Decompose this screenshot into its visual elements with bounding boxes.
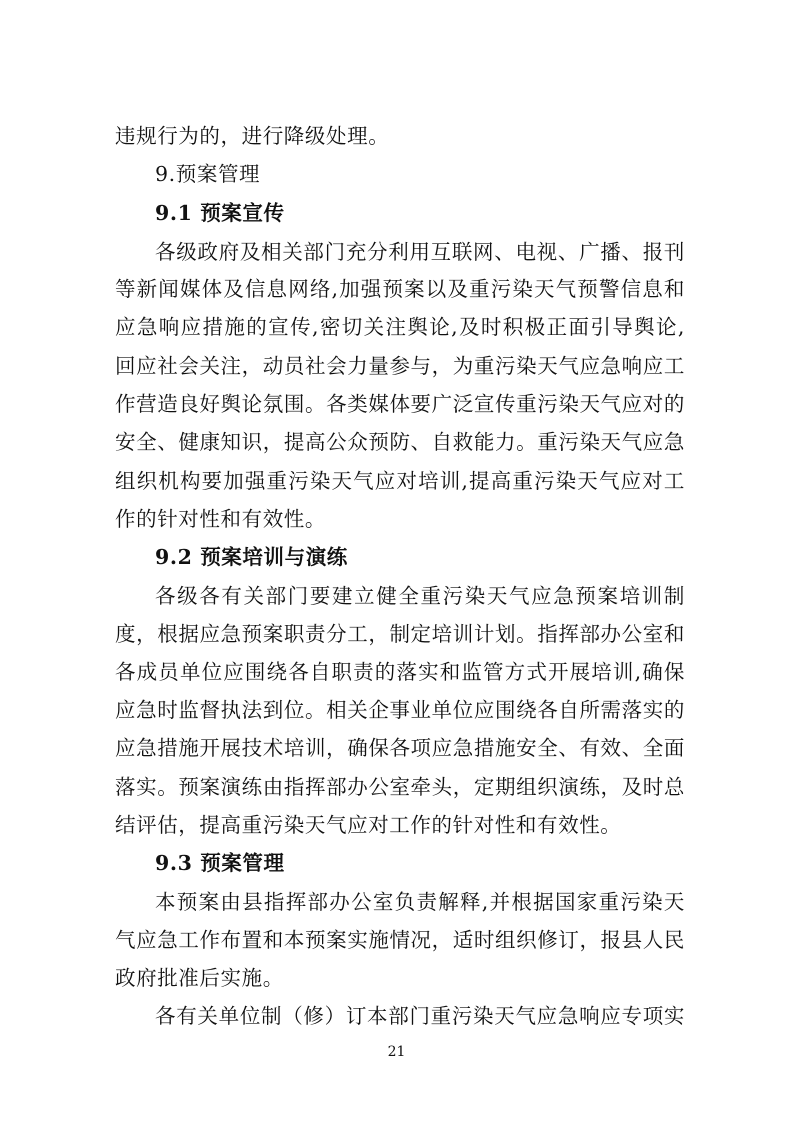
paragraph-line: 安全、健康知识，提高公众预防、自救能力。重污染天气应急: [115, 430, 685, 454]
paragraph-line: 度，根据应急预案职责分工，制定培训计划。指挥部办公室和: [115, 622, 685, 646]
paragraph-line: 政府批准后实施。: [115, 966, 284, 990]
paragraph-line: 回应社会关注，动员社会力量参与，为重污染天气应急响应工: [115, 354, 685, 378]
paragraph-line: 违规行为的，进行降级处理。: [115, 124, 390, 148]
section-heading: 9.预案管理: [155, 162, 261, 186]
paragraph-line: 应急响应措施的宣传,密切关注舆论,及时积极正面引导舆论,: [115, 315, 685, 339]
paragraph-line: 组织机构要加强重污染天气应对培训,提高重污染天气应对工: [115, 469, 685, 493]
page-number: 21: [387, 1044, 406, 1060]
subsection-heading: 9.3 预案管理: [155, 851, 285, 875]
subsection-heading: 9.1 预案宣传: [155, 201, 285, 225]
paragraph-line: 结评估，提高重污染天气应对工作的针对性和有效性。: [115, 813, 622, 837]
paragraph-line: 各级政府及相关部门充分利用互联网、电视、广播、报刊: [155, 240, 685, 264]
paragraph-line: 应急时监督执法到位。相关企事业单位应围绕各自所需落实的: [115, 698, 685, 722]
paragraph-line: 等新闻媒体及信息网络,加强预案以及重污染天气预警信息和: [115, 277, 685, 301]
paragraph-line: 应急措施开展技术培训，确保各项应急措施安全、有效、全面: [115, 736, 685, 760]
paragraph-line: 气应急工作布置和本预案实施情况，适时组织修订，报县人民: [115, 928, 685, 952]
paragraph-line: 各级各有关部门要建立健全重污染天气应急预案培训制: [155, 584, 685, 608]
paragraph-line: 作的针对性和有效性。: [115, 507, 326, 531]
paragraph-line: 本预案由县指挥部办公室负责解释,并根据国家重污染天: [155, 890, 685, 914]
paragraph-line: 落实。预案演练由指挥部办公室牵头，定期组织演练，及时总: [115, 775, 685, 799]
paragraph-line: 各成员单位应围绕各自职责的落实和监管方式开展培训,确保: [115, 660, 685, 684]
paragraph-line: 作营造良好舆论氛围。各类媒体要广泛宣传重污染天气应对的: [115, 392, 685, 416]
subsection-heading: 9.2 预案培训与演练: [155, 545, 348, 569]
paragraph-line: 各有关单位制（修）订本部门重污染天气应急响应专项实: [155, 1004, 685, 1028]
